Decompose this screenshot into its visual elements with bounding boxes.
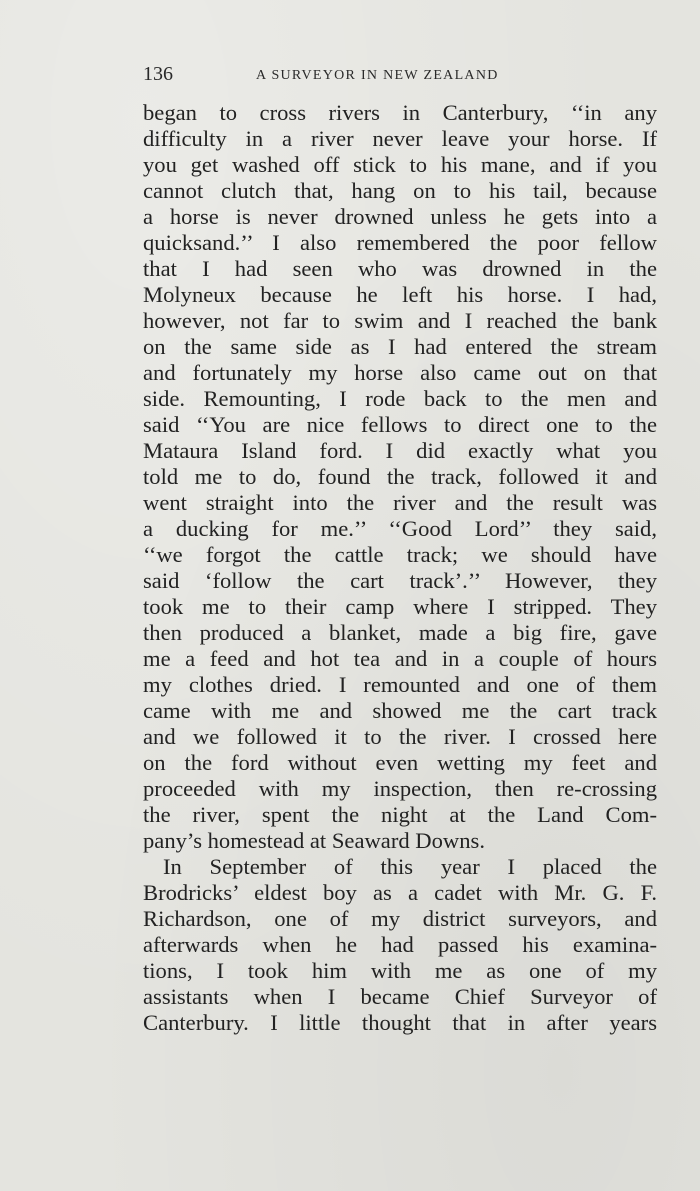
text-line: on the same side as I had entered the stream — [143, 334, 657, 359]
text-line: Richardson, one of my district surveyors, and — [143, 906, 657, 931]
text-line: difficulty in a river never leave your horse. If — [143, 126, 657, 151]
text-line: me a feed and hot tea and in a couple of hours — [143, 646, 657, 671]
text-line: the river, spent the night at the Land Com- — [143, 802, 657, 827]
text-line: you get washed off stick to his mane, and if you — [143, 152, 657, 177]
running-head: A SURVEYOR IN NEW ZEALAND — [256, 68, 499, 83]
text-line: on the ford without even wetting my feet and — [143, 750, 657, 775]
text-line: Brodricks’ eldest boy as a cadet with Mr. G. F. — [143, 880, 657, 905]
text-line: took me to their camp where I stripped. They — [143, 594, 657, 619]
page-header — [143, 60, 657, 88]
text-line: cannot clutch that, hang on to his tail, because — [143, 178, 657, 203]
text-line: ‘‘we forgot the cattle track; we should have — [143, 542, 657, 567]
text-line: told me to do, found the track, followed it and — [143, 464, 657, 489]
text-line: a horse is never drowned unless he gets into a — [143, 204, 657, 229]
text-line: Canterbury. I little thought that in after years — [143, 1010, 657, 1035]
text-line: quicksand.’’ I also remembered the poor fellow — [143, 230, 657, 255]
text-line: proceeded with my inspection, then re-crossing — [143, 776, 657, 801]
text-line: and we followed it to the river. I crossed here — [143, 724, 657, 749]
paragraph-start-line: In September of this year I placed the — [163, 854, 657, 879]
text-line: said ‘follow the cart track’.’’ However, they — [143, 568, 657, 593]
text-line: came with me and showed me the cart track — [143, 698, 657, 723]
text-line: assistants when I became Chief Surveyor of — [143, 984, 657, 1009]
text-line: went straight into the river and the result was — [143, 490, 657, 515]
text-line: said ‘‘You are nice fellows to direct one to the — [143, 412, 657, 437]
text-line: side. Remounting, I rode back to the men and — [143, 386, 657, 411]
text-line: tions, I took him with me as one of my — [143, 958, 657, 983]
text-line: Molyneux because he left his horse. I had, — [143, 282, 657, 307]
text-line: my clothes dried. I remounted and one of them — [143, 672, 657, 697]
text-line: a ducking for me.’’ ‘‘Good Lord’’ they said, — [143, 516, 657, 541]
text-line: began to cross rivers in Canterbury, ‘‘in any — [143, 100, 657, 125]
text-line: however, not far to swim and I reached the bank — [143, 308, 657, 333]
text-line: afterwards when he had passed his examina- — [143, 932, 657, 957]
page-number: 136 — [143, 63, 173, 85]
text-line: that I had seen who was drowned in the — [143, 256, 657, 281]
body-text — [143, 100, 657, 1036]
text-line: Mataura Island ford. I did exactly what you — [143, 438, 657, 463]
paragraph-end-line: pany’s homestead at Seaward Downs. — [143, 828, 485, 853]
text-line: and fortunately my horse also came out on that — [143, 360, 657, 385]
text-line: then produced a blanket, made a big fire, gave — [143, 620, 657, 645]
